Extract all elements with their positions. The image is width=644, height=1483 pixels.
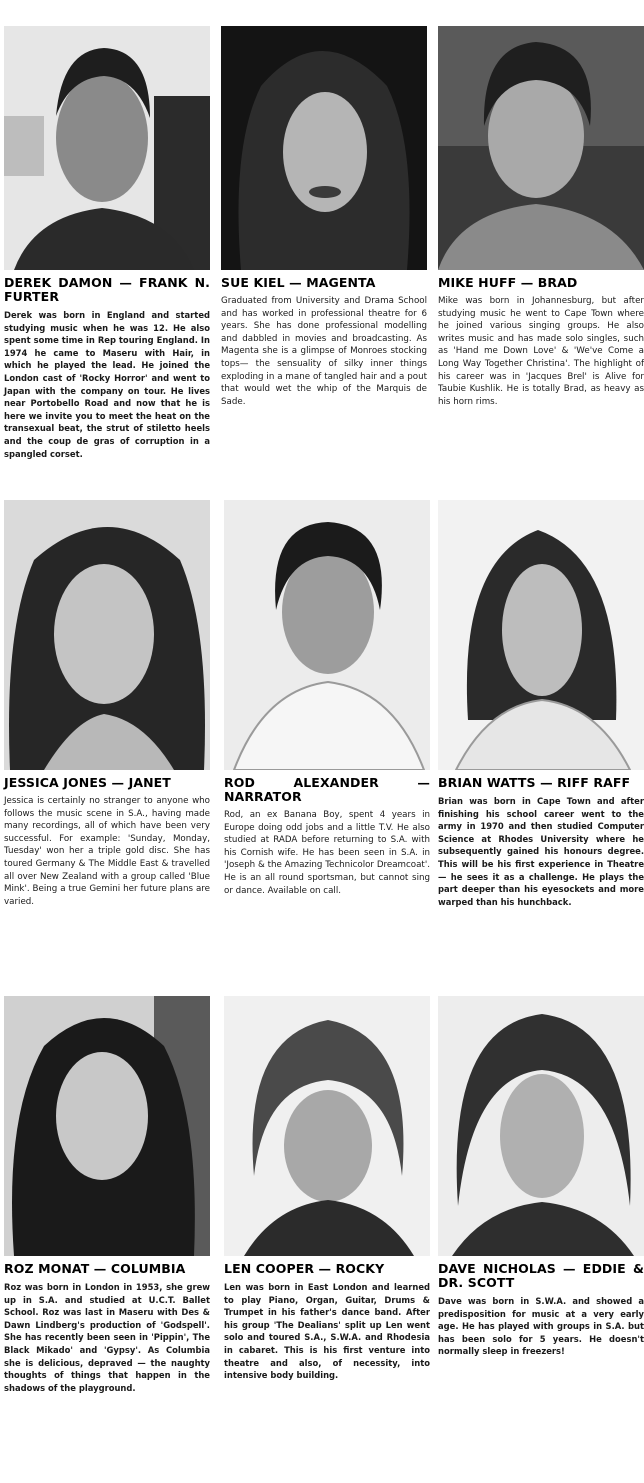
portrait-photo-mike bbox=[438, 26, 644, 270]
cast-card-derek bbox=[4, 26, 210, 460]
cast-card-brian bbox=[438, 500, 644, 908]
portrait-photo-jessica bbox=[4, 500, 210, 770]
portrait-silhouette bbox=[438, 26, 644, 270]
cast-bio-roz: Roz was born in London in 1953, she grew up in S.A. and studied at U.C.T. Ballet School. Roz was last in Maseru with Des & Dawn Lindberg's production of 'Godspell'. She has recently been seen in 'Pippin', The Black Mikado' and 'Gypsy'. As Columbia she is delicious, depraved — the naughty thoughts of things that happen in the shadows of the playground. bbox=[4, 1282, 210, 1393]
portrait-photo-derek bbox=[4, 26, 210, 270]
cast-bio-rod: Rod, an ex Banana Boy, spent 4 years in Europe doing odd jobs and a little T.V. He also studied at RADA before returning to S.A. with his Cornish wife. He has been seen in S.A. in 'Joseph & the Amazing Technicolor Dreamcoat'. He is an all round sportsman, but cannot sing or dance. Available on call. bbox=[224, 810, 430, 896]
cast-card-rod bbox=[224, 500, 430, 897]
cast-bio-derek: Derek was born in England and started studying music when he was 12. He also spent some time in Rep touring England. In 1974 he came to Maseru with Hair, in which he played the lead. He joined the London cast of 'Rocky Horror' and went to Japan with the company on tour. He lives near Portobello Road and now that he is here we invite you to meet the heat on the transexual beat, the strut of stiletto heels and the coup de gras of corruption in a spangled corset. bbox=[4, 310, 210, 459]
cast-card-dave bbox=[438, 996, 644, 1358]
cast-card-sue bbox=[221, 26, 427, 408]
portrait-silhouette bbox=[438, 996, 644, 1256]
portrait-silhouette bbox=[224, 500, 430, 770]
cast-name-rod: ROD ALEXANDER — NARRATOR bbox=[224, 775, 430, 804]
cast-bio-mike: Mike was born in Johannesburg, but after studying music he went to Cape Town where he joined various singing groups. He also writes music and has made solo singles, such as 'Hand me Down Love' & 'We've Come a Long Way Together Christina'. The highlight of his career was in 'Jacques Brel' is Alive for Taubie Kushlik. He is totally Brad, as heavy as his horn rims. bbox=[438, 296, 644, 407]
cast-bio-len: Len was born in East London and learned to play Piano, Organ, Guitar, Drums & Trumpet in his father's dance band. After his group 'The Dealians' split up Len went solo and toured S.A., S.W.A. and Rhodesia in cabaret. This is his first venture into theatre and also, of necessity, into intensive body building. bbox=[224, 1282, 430, 1381]
cast-bio-dave: Dave was born in S.W.A. and showed a predisposition for music at a very early age. He has played with groups in S.A. but has been solo for 5 years. He doesn't normally sleep in freezers! bbox=[438, 1296, 644, 1357]
cast-card-roz bbox=[4, 996, 210, 1394]
portrait-photo-rod bbox=[224, 500, 430, 770]
portrait-silhouette bbox=[4, 500, 210, 770]
cast-card-jessica bbox=[4, 500, 210, 908]
cast-name-mike: MIKE HUFF — BRAD bbox=[438, 275, 578, 290]
portrait-photo-len bbox=[224, 996, 430, 1256]
portrait-photo-sue bbox=[221, 26, 427, 270]
portrait-silhouette bbox=[438, 500, 644, 770]
cast-name-jessica: JESSICA JONES — JANET bbox=[4, 775, 171, 790]
cast-name-roz: ROZ MONAT — COLUMBIA bbox=[4, 1261, 186, 1276]
portrait-silhouette bbox=[4, 996, 210, 1256]
cast-bio-jessica: Jessica is certainly no stranger to anyone who follows the music scene in S.A., having made many recordings, all of which have been very successful. For example: 'Sunday, Monday, Tuesday' won her a triple gold disc. She has toured Germany & The Middle East & travelled all over New Zealand with a group called 'Blue Mink'. Being a true Gemini her future plans are varied. bbox=[4, 796, 210, 907]
portrait-photo-roz bbox=[4, 996, 210, 1256]
cast-name-brian: BRIAN WATTS — RIFF RAFF bbox=[438, 775, 631, 790]
cast-name-len: LEN COOPER — ROCKY bbox=[224, 1261, 385, 1276]
portrait-silhouette bbox=[4, 26, 210, 270]
cast-bio-sue: Graduated from University and Drama School and has worked in professional theatre for 6 years. She has done professional modelling and dabbled in movies and broadcasting. As Magenta she is a glimpse of Monroes stocking tops— the sensuality of silky inner things exploding in a mane of tangled hair and a pout that would wet the whip of the Marquis de Sade. bbox=[221, 296, 427, 407]
cast-name-dave: DAVE NICHOLAS — EDDIE & DR. SCOTT bbox=[438, 1261, 644, 1290]
cast-name-sue: SUE KIEL — MAGENTA bbox=[221, 275, 376, 290]
cast-card-len bbox=[224, 996, 430, 1382]
portrait-photo-dave bbox=[438, 996, 644, 1256]
cast-bio-brian: Brian was born in Cape Town and after finishing his school career went to the army in 1970 and then studied Computer Science at Rhodes University where he subsequently gained his honours degree. This will be his first experience in Theatre — he sees it as a challenge. He plays the part deeper than his eyesockets and more warped than his hunchback. bbox=[438, 796, 644, 907]
portrait-silhouette bbox=[224, 996, 430, 1256]
cast-card-mike bbox=[438, 26, 644, 408]
portrait-photo-brian bbox=[438, 500, 644, 770]
cast-name-derek: DEREK DAMON — FRANK N. FURTER bbox=[4, 275, 210, 304]
portrait-silhouette bbox=[221, 26, 427, 270]
